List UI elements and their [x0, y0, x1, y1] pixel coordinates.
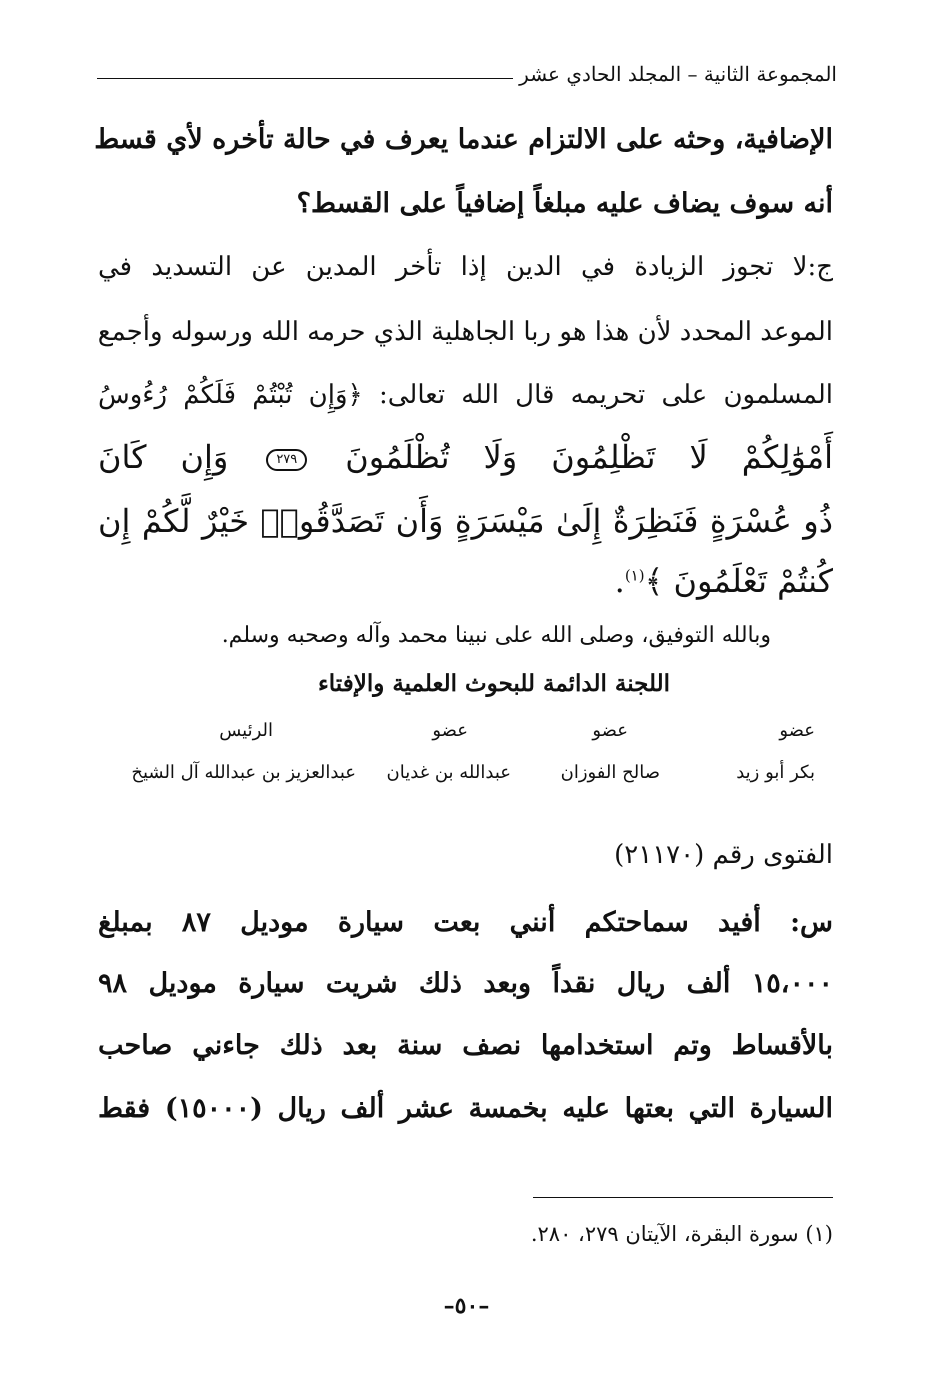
signatory-1-name: بكر أبو زيد [736, 762, 815, 783]
fatwa-question-line-4: السيارة التي بعتها عليه بخمسة عشر ألف ريال (١٥٠٠٠) فقط [98, 1093, 833, 1124]
signatory-3-name: عبدالله بن غديان [386, 762, 511, 783]
footnote-separator [533, 1197, 833, 1198]
signatory-1-title: عضو [779, 720, 815, 741]
quran-line-1 [98, 438, 833, 476]
committee-name: اللجنة الدائمة للبحوث العلمية والإفتاء [317, 670, 671, 697]
signatory-2-name: صالح الفوزان [560, 762, 660, 783]
running-title: المجموعة الثانية – المجلد الحادي عشر [519, 62, 837, 86]
quran-line-3-text: كُنتُمْ تَعْلَمُونَ ﴾ [644, 562, 833, 600]
footnote-reference: (١) [624, 566, 645, 585]
closing-prayer: وبالله التوفيق، وصلى الله على نبينا محمد وآله وصحبه وسلم. [221, 623, 771, 648]
fatwa-number: الفتوى رقم (٢١١٧٠) [614, 840, 833, 870]
quran-line-3: كُنتُمْ تَعْلَمُونَ ﴾$^{(١)}$. [614, 562, 833, 600]
signatory-4-name: عبدالعزيز بن عبدالله آل الشيخ [131, 762, 356, 783]
question-continuation-line-2: أنه سوف يضاف عليه مبلغاً إضافياً على القسط؟ [296, 188, 833, 219]
fatwa-question-line-1: س: أفيد سماحتكم أنني بعت سيارة موديل ٨٧ بمبلغ [98, 907, 833, 938]
answer-line-1: ج:لا تجوز الزيادة في الدين إذا تأخر المدين عن التسديد في [98, 252, 833, 282]
answer-line-3: المسلمون على تحريمه قال الله تعالى: ﴿وَإِن تُبْتُمْ فَلَكُمْ رُءُوسُ [98, 380, 833, 410]
footnote: (١) سورة البقرة، الآيتان ٢٧٩، ٢٨٠. [530, 1222, 833, 1246]
fatwa-question-line-2: ١٥،٠٠٠ ألف ريال نقداً وبعد ذلك شريت سيارة موديل ٩٨ [98, 968, 833, 999]
running-header [97, 62, 837, 86]
quran-line-1-tail: وَإِن كَانَ [98, 438, 229, 476]
ayah-number-marker: ٢٧٩ [266, 449, 307, 471]
fatwa-question-line-3: بالأقساط وتم استخدامها نصف سنة بعد ذلك جاءني صاحب [98, 1030, 833, 1061]
question-continuation-line-1: الإضافية، وحثه على الالتزام عندما يعرف في حالة تأخره لأي قسط [94, 124, 833, 155]
answer-line-2: الموعد المحدد لأن هذا هو ربا الجاهلية الذي حرمه الله ورسوله وأجمع [97, 317, 833, 347]
quran-line-2: ذُو عُسْرَةٍ فَنَظِرَةٌ إِلَىٰ مَيْسَرَةٍ وَأَن تَصَدَّقُوا۟ خَيْرٌ لَّكُمْ إِن [98, 502, 833, 540]
signatory-3-title: عضو [432, 720, 468, 741]
quran-line-1-text: أَمْوَٰلِكُمْ لَا تَظْلِمُونَ وَلَا تُظْلَمُونَ [345, 438, 834, 476]
signatory-2-title: عضو [592, 720, 628, 741]
page-number: –٥٠– [443, 1293, 490, 1319]
signatory-4-title: الرئيس [219, 720, 273, 741]
header-rule [97, 78, 513, 79]
